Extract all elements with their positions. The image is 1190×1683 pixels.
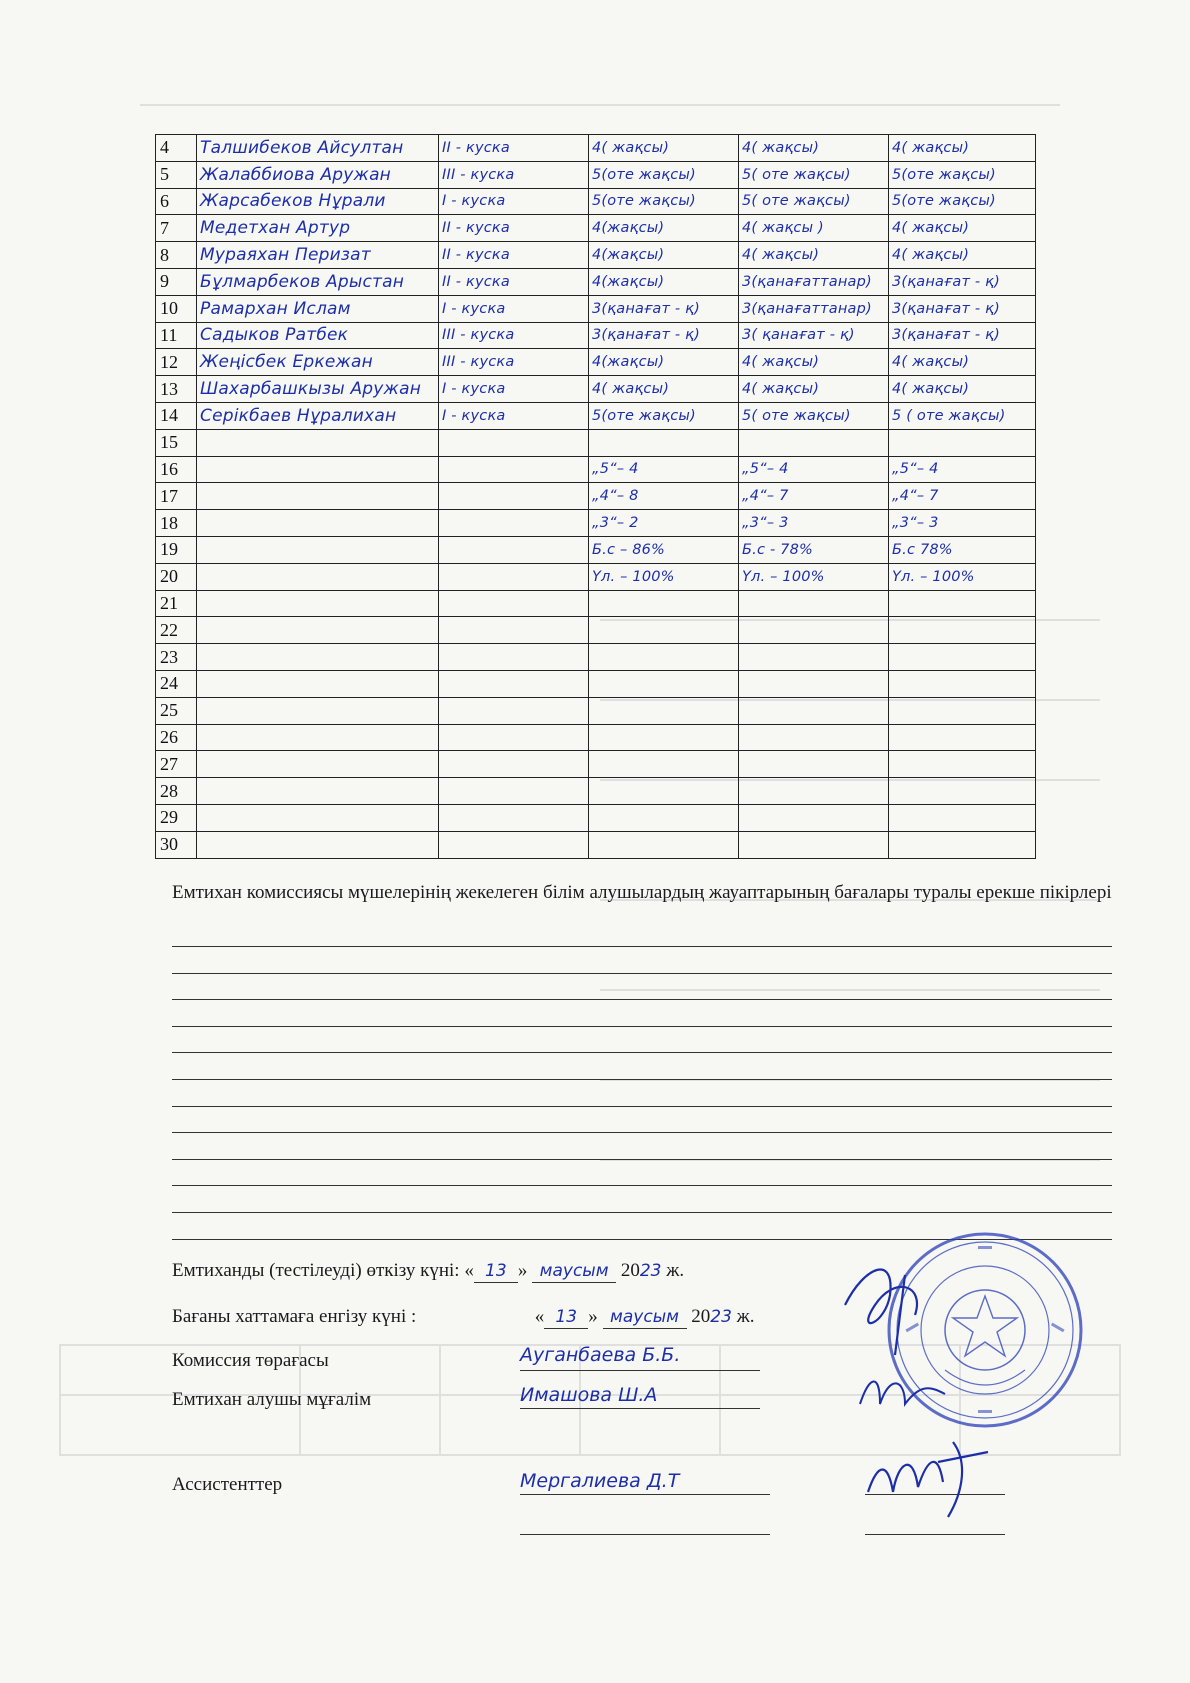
row-number: 29: [156, 804, 197, 831]
student-name-cell[interactable]: Садыков Ратбек: [197, 322, 439, 349]
grade-2-cell[interactable]: [739, 590, 889, 617]
group-cell[interactable]: ІІІ - куска: [439, 322, 589, 349]
grade-3-cell[interactable]: 5(оте жақсы): [889, 188, 1036, 215]
chair-signature: [835, 1245, 945, 1365]
grade-3-cell[interactable]: [889, 644, 1036, 671]
table-row: [156, 161, 1036, 188]
grade-2-cell[interactable]: [739, 429, 889, 456]
table-row: [156, 402, 1036, 429]
grade-1-cell[interactable]: 4(жақсы): [589, 349, 739, 376]
group-cell[interactable]: [439, 831, 589, 858]
grade-3-cell[interactable]: [889, 670, 1036, 697]
grade-3-cell[interactable]: „4“– 7: [889, 483, 1036, 510]
group-cell[interactable]: [439, 510, 589, 537]
table-row: [156, 804, 1036, 831]
assistant-signature: [858, 1432, 998, 1524]
student-name-cell[interactable]: [197, 751, 439, 778]
grade-2-cell[interactable]: „4“– 7: [739, 483, 889, 510]
row-number: 7: [156, 215, 197, 242]
grade-1-cell[interactable]: [589, 804, 739, 831]
grade-1-cell[interactable]: 4(жақсы): [589, 268, 739, 295]
table-row: [156, 429, 1036, 456]
grade-2-cell[interactable]: [739, 644, 889, 671]
protocol-date-year-suffix[interactable]: 23: [710, 1307, 732, 1327]
grade-2-cell[interactable]: [739, 831, 889, 858]
grade-3-cell[interactable]: „3“– 3: [889, 510, 1036, 537]
grade-1-cell[interactable]: 4(жақсы): [589, 242, 739, 269]
table-row: [156, 349, 1036, 376]
grade-3-cell[interactable]: 4( жақсы): [889, 135, 1036, 162]
grade-2-cell[interactable]: [739, 804, 889, 831]
grade-1-cell[interactable]: 3(қанағат - қ): [589, 322, 739, 349]
grade-3-cell[interactable]: 3(қанағат - қ): [889, 322, 1036, 349]
row-number: 18: [156, 510, 197, 537]
table-row: [156, 483, 1036, 510]
chair-label: Комиссия төрағасы: [172, 1350, 329, 1371]
grade-1-cell[interactable]: 5(оте жақсы): [589, 161, 739, 188]
grade-1-cell[interactable]: 4( жақсы): [589, 376, 739, 403]
grade-1-cell[interactable]: [589, 429, 739, 456]
remarks-ruled-line[interactable]: [172, 1132, 1112, 1133]
group-cell[interactable]: [439, 456, 589, 483]
grade-2-cell[interactable]: 3(қанағаттанар): [739, 295, 889, 322]
grade-3-cell[interactable]: [889, 590, 1036, 617]
row-number: 12: [156, 349, 197, 376]
student-name-cell[interactable]: Шахарбашкызы Аружан: [197, 376, 439, 403]
grade-1-cell[interactable]: [589, 697, 739, 724]
grade-3-cell[interactable]: 3(қанағат - қ): [889, 268, 1036, 295]
group-cell[interactable]: [439, 617, 589, 644]
grade-1-cell[interactable]: 5(оте жақсы): [589, 402, 739, 429]
results-table-body: [156, 135, 1036, 859]
student-name-cell[interactable]: [197, 429, 439, 456]
group-cell[interactable]: [439, 804, 589, 831]
grade-3-cell[interactable]: 5 ( оте жақсы): [889, 402, 1036, 429]
grade-3-cell[interactable]: [889, 831, 1036, 858]
grade-3-cell[interactable]: [889, 429, 1036, 456]
student-name-cell[interactable]: Жалаббиова Аружан: [197, 161, 439, 188]
grade-3-cell[interactable]: [889, 804, 1036, 831]
grade-2-cell[interactable]: Үл. – 100%: [739, 563, 889, 590]
grade-2-cell[interactable]: 4( жақсы ): [739, 215, 889, 242]
table-row: [156, 670, 1036, 697]
grade-1-cell[interactable]: 4(жақсы): [589, 215, 739, 242]
grade-2-cell[interactable]: 3(қанағаттанар): [739, 268, 889, 295]
assistant-name-line-2: [520, 1534, 770, 1535]
exam-date-label: Емтиханды (тестілеуді) өткізу күні:: [172, 1260, 460, 1281]
table-row: [156, 831, 1036, 858]
grade-1-cell[interactable]: [589, 590, 739, 617]
grade-2-cell[interactable]: 4( жақсы): [739, 135, 889, 162]
group-cell[interactable]: І - куска: [439, 376, 589, 403]
grade-2-cell[interactable]: [739, 724, 889, 751]
grade-3-cell[interactable]: [889, 751, 1036, 778]
student-name-cell[interactable]: [197, 510, 439, 537]
exam-date-close-quote: »: [517, 1260, 528, 1281]
exam-date-day: 13: [485, 1261, 507, 1281]
group-cell[interactable]: [439, 670, 589, 697]
group-cell[interactable]: [439, 751, 589, 778]
group-cell[interactable]: ІІ - куска: [439, 268, 589, 295]
grade-3-cell[interactable]: 4( жақсы): [889, 349, 1036, 376]
table-row: [156, 295, 1036, 322]
grade-1-cell[interactable]: [589, 778, 739, 805]
grade-1-cell[interactable]: 3(қанағат - қ): [589, 295, 739, 322]
remarks-title: Емтихан комиссиясы мүшелерінің жекелеген білім алушылардың жауаптарының бағалары туралы ерекше пікірлері: [172, 882, 1112, 903]
grade-1-cell[interactable]: 5(оте жақсы): [589, 188, 739, 215]
grade-2-cell[interactable]: 5( оте жақсы): [739, 188, 889, 215]
row-number: 5: [156, 161, 197, 188]
table-row: [156, 644, 1036, 671]
student-name-cell[interactable]: [197, 536, 439, 563]
row-number: 16: [156, 456, 197, 483]
table-row: [156, 376, 1036, 403]
remarks-ruled-line[interactable]: [172, 946, 1112, 947]
group-cell[interactable]: ІІІ - куска: [439, 161, 589, 188]
remarks-ruled-line[interactable]: [172, 1106, 1112, 1107]
group-cell[interactable]: [439, 563, 589, 590]
remarks-ruled-line[interactable]: [172, 999, 1112, 1000]
grade-2-cell[interactable]: „5“– 4: [739, 456, 889, 483]
student-name-cell[interactable]: Бұлмарбеков Арыстан: [197, 268, 439, 295]
group-cell[interactable]: [439, 483, 589, 510]
student-name-cell[interactable]: Серікбаев Нұралихан: [197, 402, 439, 429]
results-table: [155, 134, 1036, 859]
exam-date-unit: ж.: [666, 1260, 685, 1281]
row-number: 27: [156, 751, 197, 778]
grade-1-cell[interactable]: Үл. – 100%: [589, 563, 739, 590]
student-name-cell[interactable]: [197, 670, 439, 697]
grade-1-cell[interactable]: „3“– 2: [589, 510, 739, 537]
table-row: [156, 697, 1036, 724]
group-cell[interactable]: ІІІ - куска: [439, 349, 589, 376]
group-cell[interactable]: ІІ - куска: [439, 135, 589, 162]
grade-3-cell[interactable]: [889, 778, 1036, 805]
group-cell[interactable]: [439, 778, 589, 805]
student-name-cell[interactable]: [197, 617, 439, 644]
remarks-ruled-line[interactable]: [172, 1212, 1112, 1213]
table-row: [156, 456, 1036, 483]
table-row: [156, 135, 1036, 162]
student-name-cell[interactable]: [197, 483, 439, 510]
row-number: 30: [156, 831, 197, 858]
row-number: 15: [156, 429, 197, 456]
group-cell[interactable]: І - куска: [439, 295, 589, 322]
row-number: 26: [156, 724, 197, 751]
student-name-cell[interactable]: [197, 644, 439, 671]
grade-2-cell[interactable]: 4( жақсы): [739, 349, 889, 376]
protocol-date-day: 13: [555, 1307, 578, 1327]
grade-3-cell[interactable]: [889, 697, 1036, 724]
group-cell[interactable]: [439, 536, 589, 563]
assistant-name[interactable]: Мергалиева Д.Т: [520, 1470, 680, 1492]
student-name-cell[interactable]: [197, 456, 439, 483]
remarks-ruled-line[interactable]: [172, 973, 1112, 974]
grade-3-cell[interactable]: 4( жақсы): [889, 242, 1036, 269]
student-name-cell[interactable]: [197, 831, 439, 858]
student-name-cell[interactable]: [197, 724, 439, 751]
grade-2-cell[interactable]: [739, 751, 889, 778]
student-name-cell[interactable]: [197, 697, 439, 724]
assistant-name-line: [520, 1494, 770, 1495]
remarks-ruled-line[interactable]: [172, 1079, 1112, 1080]
row-number: 4: [156, 135, 197, 162]
row-number: 9: [156, 268, 197, 295]
teacher-signature-line: [520, 1408, 760, 1409]
grade-1-cell[interactable]: [589, 617, 739, 644]
grade-2-cell[interactable]: [739, 778, 889, 805]
grade-2-cell[interactable]: [739, 617, 889, 644]
group-cell[interactable]: ІІ - куска: [439, 215, 589, 242]
row-number: 21: [156, 590, 197, 617]
teacher-signature: [850, 1364, 960, 1420]
row-number: 23: [156, 644, 197, 671]
exam-date-year-suffix[interactable]: 23: [639, 1261, 662, 1281]
grade-2-cell[interactable]: 4( жақсы): [739, 242, 889, 269]
row-number: 14: [156, 402, 197, 429]
grade-2-cell[interactable]: 5( оте жақсы): [739, 161, 889, 188]
table-row: [156, 590, 1036, 617]
row-number: 13: [156, 376, 197, 403]
student-name-cell[interactable]: Жеңісбек Еркежан: [197, 349, 439, 376]
table-row: [156, 617, 1036, 644]
student-name-cell[interactable]: Талшибеков Айсултан: [197, 135, 439, 162]
student-name-cell[interactable]: Рамархан Ислам: [197, 295, 439, 322]
student-name-cell[interactable]: [197, 778, 439, 805]
row-number: 20: [156, 563, 197, 590]
row-number: 10: [156, 295, 197, 322]
grade-2-cell[interactable]: 4( жақсы): [739, 376, 889, 403]
group-cell[interactable]: І - куска: [439, 188, 589, 215]
student-name-cell[interactable]: Мураяхан Перизат: [197, 242, 439, 269]
grade-3-cell[interactable]: 4( жақсы): [889, 376, 1036, 403]
table-row: [156, 242, 1036, 269]
row-number: 17: [156, 483, 197, 510]
exam-date-open-quote: «: [464, 1260, 474, 1281]
table-row: [156, 724, 1036, 751]
exam-date-day-field[interactable]: [474, 1260, 518, 1283]
group-cell[interactable]: І - куска: [439, 402, 589, 429]
protocol-date-day-field[interactable]: [544, 1306, 588, 1329]
grade-2-cell[interactable]: [739, 670, 889, 697]
assistant-signature-line-2: [865, 1534, 1005, 1535]
grade-3-cell[interactable]: „5“– 4: [889, 456, 1036, 483]
grade-3-cell[interactable]: Үл. – 100%: [889, 563, 1036, 590]
grade-1-cell[interactable]: [589, 724, 739, 751]
row-number: 22: [156, 617, 197, 644]
protocol-date-row: [172, 1306, 755, 1329]
student-name-cell[interactable]: [197, 804, 439, 831]
protocol-date-month: маусым: [610, 1307, 679, 1327]
assistants-label: Ассистенттер: [172, 1474, 283, 1495]
grade-2-cell[interactable]: Б.с - 78%: [739, 536, 889, 563]
protocol-date-open-quote: «: [534, 1306, 545, 1327]
table-row: [156, 563, 1036, 590]
grade-3-cell[interactable]: [889, 724, 1036, 751]
table-row: [156, 751, 1036, 778]
exam-date-year-prefix: 20: [620, 1260, 640, 1281]
grade-2-cell[interactable]: [739, 697, 889, 724]
student-name-cell[interactable]: [197, 563, 439, 590]
student-name-cell[interactable]: Жарсабеков Нұрали: [197, 188, 439, 215]
protocol-date-unit: ж.: [736, 1306, 755, 1327]
row-number: 25: [156, 697, 197, 724]
protocol-date-label: Бағаны хаттамаға енгізу күні :: [172, 1306, 417, 1327]
table-row: [156, 215, 1036, 242]
exam-date-month-field[interactable]: [532, 1260, 616, 1283]
row-number: 11: [156, 322, 197, 349]
remarks-ruled-line[interactable]: [172, 1052, 1112, 1053]
grade-2-cell[interactable]: 5( оте жақсы): [739, 402, 889, 429]
student-name-cell[interactable]: Медетхан Артур: [197, 215, 439, 242]
row-number: 8: [156, 242, 197, 269]
table-row: [156, 778, 1036, 805]
row-number: 24: [156, 670, 197, 697]
row-number: 19: [156, 536, 197, 563]
grade-2-cell[interactable]: „3“– 3: [739, 510, 889, 537]
chair-name[interactable]: Ауганбаева Б.Б.: [520, 1344, 681, 1366]
grade-3-cell[interactable]: 5(оте жақсы): [889, 161, 1036, 188]
row-number: 28: [156, 778, 197, 805]
table-row: [156, 268, 1036, 295]
remarks-ruled-line[interactable]: [172, 1026, 1112, 1027]
table-row: [156, 536, 1036, 563]
grade-2-cell[interactable]: 3( қанағат - қ): [739, 322, 889, 349]
table-row: [156, 188, 1036, 215]
table-row: [156, 510, 1036, 537]
grade-1-cell[interactable]: [589, 670, 739, 697]
protocol-date-year-prefix: 20: [691, 1306, 711, 1327]
group-cell[interactable]: [439, 697, 589, 724]
exam-date-month: маусым: [539, 1261, 609, 1281]
grade-1-cell[interactable]: „4“– 8: [589, 483, 739, 510]
chair-signature-line: [520, 1370, 760, 1371]
grade-1-cell[interactable]: [589, 644, 739, 671]
row-number: 6: [156, 188, 197, 215]
teacher-label: Емтихан алушы мұғалім: [172, 1389, 372, 1410]
group-cell[interactable]: ІІ - куска: [439, 242, 589, 269]
grade-1-cell[interactable]: Б.с – 86%: [589, 536, 739, 563]
student-name-cell[interactable]: [197, 590, 439, 617]
remarks-ruled-line[interactable]: [172, 1185, 1112, 1186]
teacher-name[interactable]: Имашова Ш.А: [520, 1384, 658, 1406]
group-cell[interactable]: [439, 644, 589, 671]
grade-1-cell[interactable]: „5“– 4: [589, 456, 739, 483]
exam-date-row: [172, 1260, 684, 1283]
group-cell[interactable]: [439, 590, 589, 617]
grade-1-cell[interactable]: [589, 831, 739, 858]
protocol-date-close-quote: »: [588, 1306, 598, 1327]
grade-3-cell[interactable]: 4( жақсы): [889, 215, 1036, 242]
protocol-date-month-field[interactable]: [603, 1306, 687, 1329]
grade-3-cell[interactable]: Б.с 78%: [889, 536, 1036, 563]
grade-1-cell[interactable]: 4( жақсы): [589, 135, 739, 162]
group-cell[interactable]: [439, 724, 589, 751]
grade-3-cell[interactable]: [889, 617, 1036, 644]
remarks-ruled-line[interactable]: [172, 1159, 1112, 1160]
table-row: [156, 322, 1036, 349]
group-cell[interactable]: [439, 429, 589, 456]
grade-1-cell[interactable]: [589, 751, 739, 778]
grade-3-cell[interactable]: 3(қанағат - қ): [889, 295, 1036, 322]
